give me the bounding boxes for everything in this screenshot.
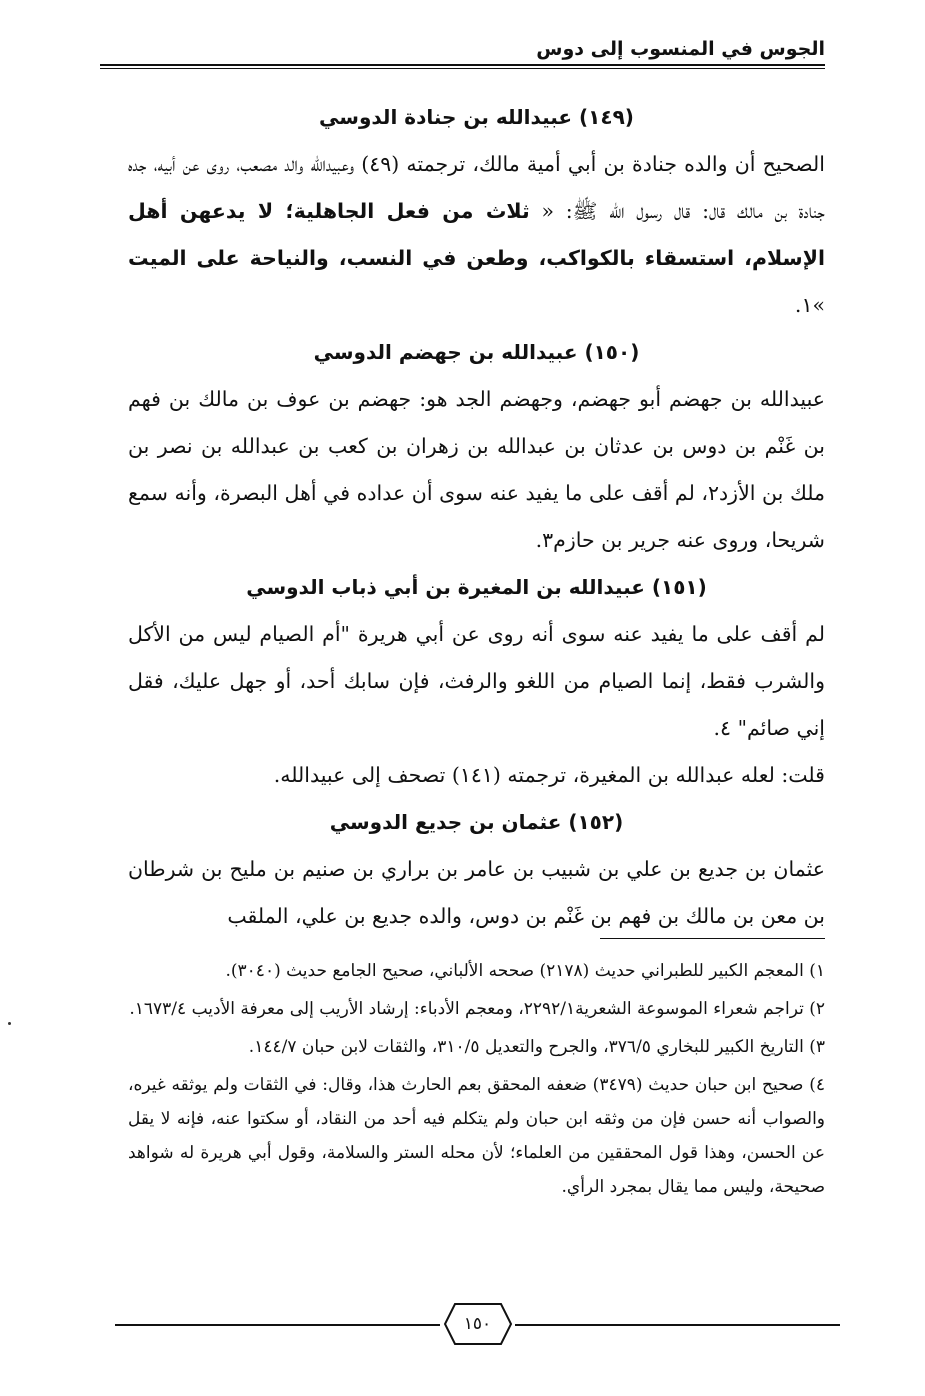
ornament-line-left [115,1324,440,1326]
entry-text-149: الصحيح أن والده جنادة بن أبي أمية مالك، ترجمته (٤٩) وعبيدالله والد مصعب، روى عن أبيه، جده جنادة بن مالك قال: قال رسول الله ﷺ: « [128,152,825,223]
main-text [128,94,825,940]
page-number: ١٥٠ [463,1314,492,1334]
entry-paragraph-150: عبيدالله بن جهضم أبو جهضم، وجهضم الجد هو: جهضم بن عوف بن مالك بن فهم بن غَنْم بن دوس بن عدثان بن عبدالله بن زهران بن كعب بن عبدالله بن نصر بن ملك بن الأزد٢، لم أقف على ما يفيد عنه سوى أن عداده في أهل البصرة، وأنه سمع شريحا، وروى عنه جرير بن حازم٣. [128,387,825,552]
header-rule-thin [100,68,825,69]
entry-paragraph-152: عثمان بن جديع بن علي بن شبيب بن عامر بن براري بن صنيم بن مليح بن شرطان بن معن بن مالك بن فهم بن غَنْم بن دوس، والده جديع بن علي، الملقب [128,857,825,928]
entry-text-149-end: »١. [794,293,825,317]
entry-heading-151: (١٥١) عبيدالله بن المغيرة بن أبي ذباب الدوسي [246,575,707,599]
scan-speck [8,1022,11,1025]
footnote-3: ٣) التاريخ الكبير للبخاري ٣٧٦/٥، والجرح والتعديل ٣١٠/٥، والثقات لابن حبان ١٤٤/٧. [248,1037,825,1057]
footnote-1: ١) المعجم الكبير للطبراني حديث (٢١٧٨) صححه الألباني، صحيح الجامع حديث (٣٠٤٠). [225,961,825,981]
page-number-ornament [115,1302,840,1348]
ornament-line-right [515,1324,840,1326]
running-header: الجوس في المنسوب إلى دوس [536,38,825,60]
footnote-separator [600,938,825,939]
entry-paragraph-151: لم أقف على ما يفيد عنه سوى أنه روى عن أبي هريرة "أم الصيام ليس من الأكل والشرب فقط، إنما الصيام من اللغو والرفث، فإن سابك أحد، أو جهل عليك، فقل إني صائم" ٤. [128,622,825,740]
entry-heading-150: (١٥٠) عبيدالله بن جهضم الدوسي [313,340,640,364]
entry-paragraph-149 [128,141,825,329]
page-number-badge [443,1302,513,1346]
footnote-2: ٢) تراجم شعراء الموسوعة الشعرية٢٢٩٢/١، ومعجم الأدباء: إرشاد الأريب إلى معرفة الأديب ١٦٧٣/٤. [129,999,825,1019]
footnotes [128,954,825,1208]
header-rule [100,64,825,66]
footnote-4: ٤) صحيح ابن حبان حديث (٣٤٧٩) ضعفه المحقق بعم الحارث هذا، وقال: في الثقات ولم يوثقه غيره، والصواب أنه حسن فإن من وثقه ابن حبان ولم يتكلم فيه أحد من النقاد، أو سكتوا عنه، فإنه لا يقل عن الحسن، وهذا قول المحققين من العلماء؛ لأن محله الستر والسلامة، وقول أبي هريرة له شواهد صحيحة، وليس مما يقال بمجرد الرأي. [128,1075,826,1197]
hadith-quote: ثلاث من فعل الجاهلية؛ لا يدعهن أهل الإسلام، استسقاء بالكواكب، وطعن في النسب، والنياحة على الميت [128,199,825,270]
entry-heading-152: (١٥٢) عثمان بن جديع الدوسي [329,810,624,834]
entry-note-151: قلت: لعله عبدالله بن المغيرة، ترجمته (١٤١) تصحف إلى عبيدالله. [273,763,825,787]
entry-heading-149: (١٤٩) عبيدالله بن جنادة الدوسي [319,105,634,129]
